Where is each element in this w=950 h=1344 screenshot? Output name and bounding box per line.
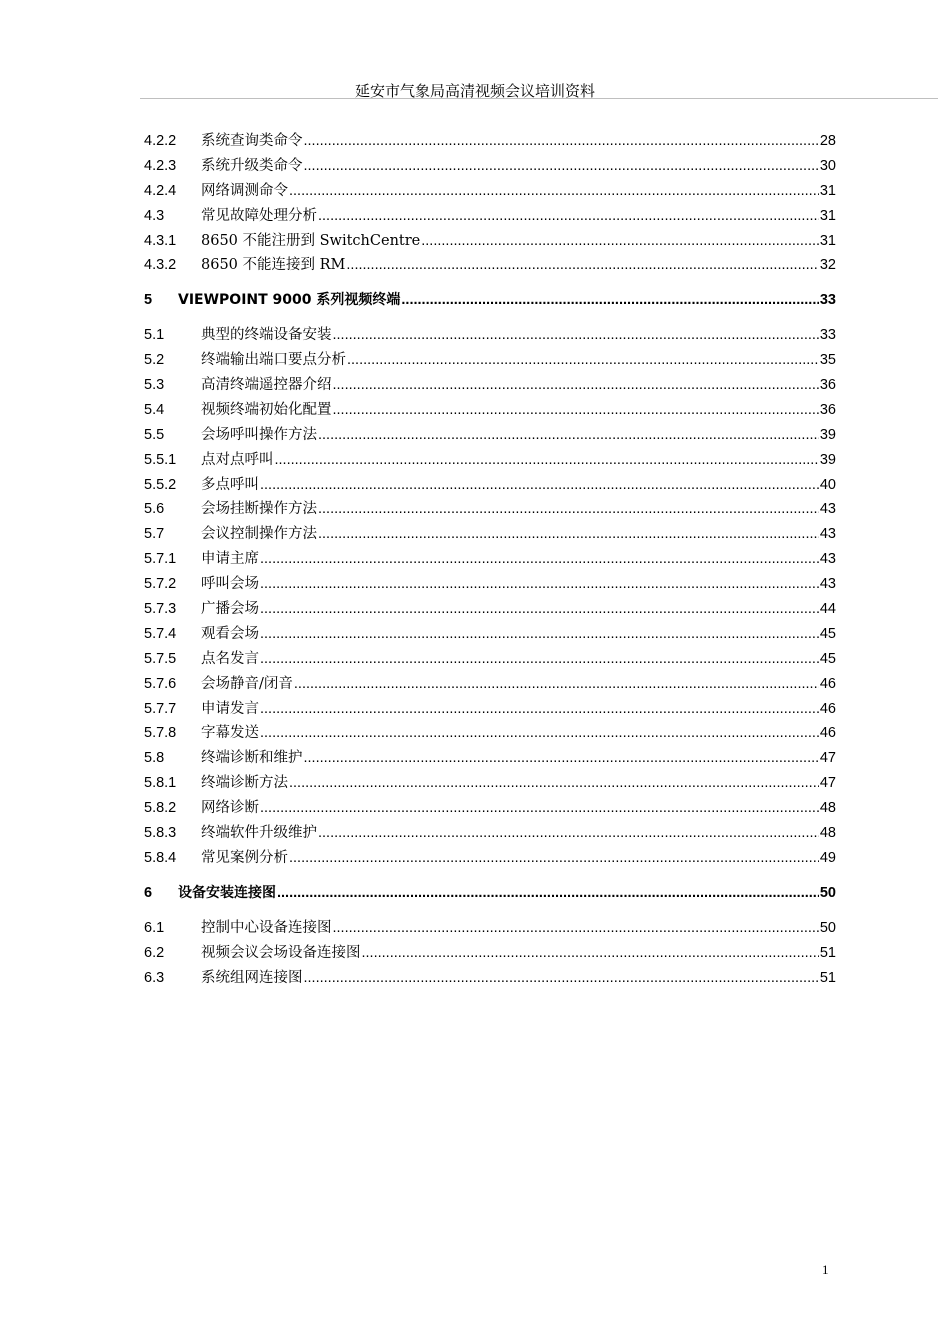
toc-chapter-entry[interactable] bbox=[144, 288, 836, 313]
toc-entry-page: 46 bbox=[819, 675, 836, 692]
toc-chapter-entry[interactable] bbox=[144, 881, 836, 906]
toc-entry-title: 会议控制操作方法 bbox=[201, 526, 317, 543]
toc-dot-leader bbox=[260, 597, 819, 622]
toc-dot-leader bbox=[318, 522, 819, 547]
toc-entry-page: 43 bbox=[819, 576, 836, 593]
toc-entry-title: 系统查询类命令 bbox=[201, 133, 303, 149]
toc-entry-number: 4.3.2 bbox=[144, 257, 177, 274]
toc-dot-leader bbox=[260, 572, 819, 597]
toc-entry[interactable] bbox=[144, 229, 836, 254]
toc-entry-title: 点名发言 bbox=[201, 650, 259, 667]
toc-entry-page: 33 bbox=[819, 327, 836, 344]
toc-dot-leader bbox=[318, 423, 819, 448]
toc-entry-title: 设备安装连接图 bbox=[178, 884, 276, 901]
toc-entry-number: 5 bbox=[144, 292, 153, 309]
toc-entry[interactable] bbox=[144, 572, 836, 597]
toc-entry-title: 广播会场 bbox=[201, 601, 259, 618]
toc-dot-leader bbox=[333, 373, 819, 398]
page-header-title: 延安市气象局高清视频会议培训资料 bbox=[354, 82, 595, 100]
toc-entry-title: 申请主席 bbox=[201, 551, 259, 568]
toc-entry-number: 5.6 bbox=[144, 501, 165, 518]
toc-entry-title: 点对点呼叫 bbox=[201, 451, 274, 468]
toc-entry-page: 43 bbox=[819, 526, 836, 543]
toc-entry-number: 5.4 bbox=[144, 401, 165, 418]
toc-entry-number: 5.5.2 bbox=[144, 476, 177, 493]
toc-entry[interactable] bbox=[144, 771, 836, 796]
toc-entry-page: 45 bbox=[819, 650, 836, 667]
toc-entry-title: 观看会场 bbox=[201, 625, 259, 642]
toc-entry[interactable] bbox=[144, 497, 836, 522]
toc-entry-page: 47 bbox=[819, 750, 836, 767]
toc-entry-title: 8650 不能注册到 SwitchCentre bbox=[201, 232, 421, 249]
toc-entry-page: 48 bbox=[819, 800, 836, 817]
toc-entry-page: 46 bbox=[819, 725, 836, 742]
toc-entry-title: 会场呼叫操作方法 bbox=[201, 426, 317, 443]
page-number: 1 bbox=[822, 1262, 829, 1277]
toc-entry-number: 5.5.1 bbox=[144, 451, 177, 468]
toc-entry[interactable] bbox=[144, 179, 836, 204]
toc-entry-page: 30 bbox=[819, 157, 836, 174]
toc-entry-title: 系统组网连接图 bbox=[201, 969, 303, 986]
toc-entry[interactable] bbox=[144, 423, 836, 448]
toc-entry[interactable] bbox=[144, 697, 836, 722]
toc-entry-page: 44 bbox=[819, 601, 836, 618]
toc-dot-leader bbox=[318, 821, 819, 846]
toc-entry-title: VIEWPOINT 9000 系列视频终端 bbox=[178, 292, 401, 309]
toc-entry-number: 5.7 bbox=[144, 526, 165, 543]
toc-entry-number: 5.7.6 bbox=[144, 675, 177, 692]
toc-entry-page: 46 bbox=[819, 700, 836, 717]
toc-entry-title: 常见案例分析 bbox=[201, 849, 288, 866]
toc-entry-number: 5.3 bbox=[144, 377, 165, 394]
toc-entry-title: 终端输出端口要点分析 bbox=[201, 352, 346, 369]
toc-entry-title: 字幕发送 bbox=[201, 725, 259, 742]
toc-entry-number: 5.1 bbox=[144, 327, 165, 344]
toc-dot-leader bbox=[260, 622, 819, 647]
toc-dot-leader bbox=[362, 941, 819, 966]
toc-entry-number: 6.3 bbox=[144, 969, 165, 986]
toc-entry-page: 40 bbox=[819, 476, 836, 493]
toc-entry-number: 4.2.4 bbox=[144, 182, 177, 199]
toc-entry-number: 4.2.2 bbox=[144, 133, 177, 149]
toc-entry-page: 36 bbox=[819, 377, 836, 394]
toc-dot-leader bbox=[318, 497, 819, 522]
toc-entry-page: 33 bbox=[819, 292, 836, 309]
toc-entry-number: 5.7.7 bbox=[144, 700, 177, 717]
toc-dot-leader bbox=[421, 229, 819, 254]
toc-entry-title: 终端诊断和维护 bbox=[201, 750, 303, 767]
toc-entry[interactable] bbox=[144, 647, 836, 672]
toc-entry-page: 45 bbox=[819, 625, 836, 642]
toc-dot-leader bbox=[401, 288, 818, 313]
toc-entry[interactable] bbox=[144, 796, 836, 821]
toc-entry-number: 6.2 bbox=[144, 944, 165, 961]
toc-dot-leader bbox=[289, 846, 819, 871]
toc-entry-title: 常见故障处理分析 bbox=[201, 207, 317, 224]
toc-entry-title: 网络调测命令 bbox=[201, 182, 288, 199]
toc-entry-page: 28 bbox=[819, 133, 836, 149]
toc-entry-title: 多点呼叫 bbox=[201, 476, 259, 493]
toc-entry-number: 5.8.4 bbox=[144, 849, 177, 866]
toc-entry[interactable] bbox=[144, 846, 836, 871]
toc-entry-title: 视频终端初始化配置 bbox=[201, 401, 332, 418]
toc-entry-page: 32 bbox=[819, 257, 836, 274]
toc-entry-title: 典型的终端设备安装 bbox=[201, 327, 332, 344]
toc-entry-title: 系统升级类命令 bbox=[201, 157, 303, 174]
toc-dot-leader bbox=[304, 154, 819, 179]
toc-entry-number: 4.3 bbox=[144, 207, 165, 224]
toc-entry[interactable] bbox=[144, 204, 836, 229]
toc-entry[interactable] bbox=[144, 129, 836, 154]
toc-dot-leader bbox=[260, 697, 819, 722]
toc-entry-page: 31 bbox=[819, 182, 836, 199]
toc-entry-title: 终端诊断方法 bbox=[201, 775, 288, 792]
toc-entry-page: 49 bbox=[819, 849, 836, 866]
toc-dot-leader bbox=[260, 547, 819, 572]
toc-entry-title: 会场静音/闭音 bbox=[201, 675, 293, 692]
toc-entry[interactable] bbox=[144, 473, 836, 498]
toc-entry-number: 4.3.1 bbox=[144, 232, 177, 249]
toc-entry-page: 39 bbox=[819, 426, 836, 443]
toc-entry-number: 5.8.2 bbox=[144, 800, 177, 817]
toc-entry-number: 5.8 bbox=[144, 750, 165, 767]
toc-entry-page: 43 bbox=[819, 501, 836, 518]
toc-entry-page: 36 bbox=[819, 401, 836, 418]
toc-dot-leader bbox=[318, 204, 819, 229]
toc-entry-page: 31 bbox=[819, 232, 836, 249]
toc-entry-number: 5.2 bbox=[144, 352, 165, 369]
table-of-contents bbox=[144, 129, 836, 990]
toc-dot-leader bbox=[289, 179, 819, 204]
toc-entry-title: 8650 不能连接到 RM bbox=[201, 257, 346, 274]
toc-dot-leader bbox=[304, 129, 819, 154]
toc-entry-page: 35 bbox=[819, 352, 836, 369]
toc-entry-number: 5.5 bbox=[144, 426, 165, 443]
toc-entry[interactable] bbox=[144, 721, 836, 746]
toc-dot-leader bbox=[333, 916, 819, 941]
toc-entry-page: 50 bbox=[819, 919, 836, 936]
toc-entry-title: 网络诊断 bbox=[201, 800, 259, 817]
toc-entry-number: 5.7.2 bbox=[144, 576, 177, 593]
toc-entry-number: 5.7.3 bbox=[144, 601, 177, 618]
toc-entry-number: 6 bbox=[144, 884, 153, 901]
toc-entry-title: 呼叫会场 bbox=[201, 576, 259, 593]
toc-entry[interactable] bbox=[144, 547, 836, 572]
toc-dot-leader bbox=[333, 323, 819, 348]
toc-entry-page: 31 bbox=[819, 207, 836, 224]
toc-entry-number: 5.7.5 bbox=[144, 650, 177, 667]
toc-entry-title: 控制中心设备连接图 bbox=[201, 919, 332, 936]
toc-entry-page: 51 bbox=[819, 944, 836, 961]
toc-entry-title: 申请发言 bbox=[201, 700, 259, 717]
toc-dot-leader bbox=[277, 881, 819, 906]
toc-dot-leader bbox=[260, 721, 819, 746]
toc-entry[interactable] bbox=[144, 398, 836, 423]
toc-entry[interactable] bbox=[144, 323, 836, 348]
toc-entry[interactable] bbox=[144, 941, 836, 966]
header-divider bbox=[140, 98, 938, 99]
toc-dot-leader bbox=[289, 771, 819, 796]
toc-entry-page: 51 bbox=[819, 969, 836, 986]
toc-entry-title: 视频会议会场设备连接图 bbox=[201, 944, 361, 961]
toc-entry[interactable] bbox=[144, 597, 836, 622]
toc-entry-page: 39 bbox=[819, 451, 836, 468]
toc-dot-leader bbox=[304, 966, 819, 991]
toc-entry[interactable] bbox=[144, 448, 836, 473]
toc-dot-leader bbox=[260, 796, 819, 821]
toc-dot-leader bbox=[346, 253, 818, 278]
toc-entry-page: 50 bbox=[819, 884, 836, 901]
toc-entry[interactable] bbox=[144, 373, 836, 398]
toc-entry[interactable] bbox=[144, 522, 836, 547]
toc-entry-title: 终端软件升级维护 bbox=[201, 825, 317, 842]
toc-dot-leader bbox=[260, 473, 819, 498]
toc-entry-number: 5.8.3 bbox=[144, 825, 177, 842]
toc-entry[interactable] bbox=[144, 253, 836, 278]
toc-entry-number: 5.8.1 bbox=[144, 775, 177, 792]
toc-entry[interactable] bbox=[144, 746, 836, 771]
toc-dot-leader bbox=[347, 348, 819, 373]
toc-entry[interactable] bbox=[144, 916, 836, 941]
toc-entry-number: 4.2.3 bbox=[144, 157, 177, 174]
toc-entry-page: 47 bbox=[819, 775, 836, 792]
toc-entry[interactable] bbox=[144, 966, 836, 991]
toc-entry[interactable] bbox=[144, 154, 836, 179]
toc-dot-leader bbox=[260, 647, 819, 672]
toc-entry[interactable] bbox=[144, 348, 836, 373]
toc-dot-leader bbox=[275, 448, 819, 473]
toc-entry-number: 5.7.1 bbox=[144, 551, 177, 568]
toc-entry[interactable] bbox=[144, 622, 836, 647]
toc-dot-leader bbox=[304, 746, 819, 771]
toc-entry-page: 48 bbox=[819, 825, 836, 842]
toc-entry-number: 5.7.4 bbox=[144, 625, 177, 642]
toc-dot-leader bbox=[333, 398, 819, 423]
toc-dot-leader bbox=[294, 672, 819, 697]
toc-entry[interactable] bbox=[144, 821, 836, 846]
toc-entry-title: 高清终端遥控器介绍 bbox=[201, 377, 332, 394]
toc-entry-number: 6.1 bbox=[144, 919, 165, 936]
toc-entry-page: 43 bbox=[819, 551, 836, 568]
toc-entry-title: 会场挂断操作方法 bbox=[201, 501, 317, 518]
toc-entry-number: 5.7.8 bbox=[144, 725, 177, 742]
toc-entry[interactable] bbox=[144, 672, 836, 697]
